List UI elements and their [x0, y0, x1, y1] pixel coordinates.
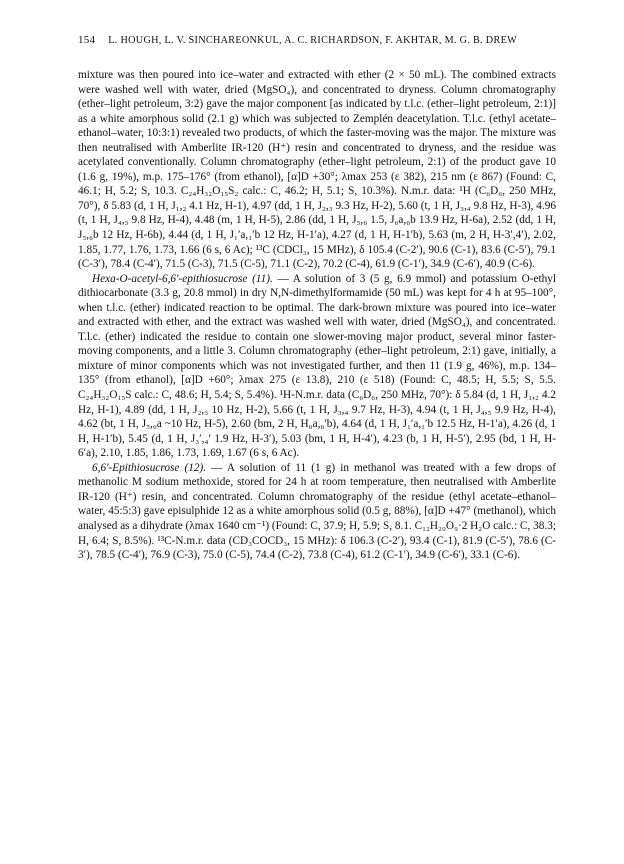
running-header: [78, 34, 556, 54]
paragraph-compound-11: [78, 272, 556, 461]
article-body: [78, 68, 556, 563]
section-heading: 6,6′-Epithiosucrose (12).: [92, 461, 207, 474]
journal-page: [78, 34, 556, 563]
author-line: L. HOUGH, L. V. SINCHAREONKUL, A. C. RICHARDSON, F. AKHTAR, M. G. B. DREW: [108, 35, 518, 46]
paragraph-compound-10: [78, 68, 556, 272]
section-heading: Hexa-O-acetyl-6,6′-epithiosucrose (11).: [92, 272, 273, 285]
paragraph-text: — A solution of 11 (1 g) in methanol was treated with a few drops of methanolic M sodium methoxide, stored for 24 h at room temperature, then neutralised with Amberlite IR-120 (H⁺) resin, and concentrated. Column chromatography of the residue (ethyl acetate–ethanol–water, 45:5:3) gave episulphide 12 as a white amorphous solid (0.5 g, 88%), [α]D +47° (methanol), which analysed as a dihydrate (λmax 1640 cm⁻¹) (Found: C, 37.9; H, 5.9; S, 8.1. C₁₂H₂₀O₉·2 H₂O calc.: C, 38.3; H, 6.4; S, 8.5%). ¹³C-N.m.r. data (CD₃COCD₃, 15 MHz): δ 106.3 (C-2′), 93.4 (C-1), 81.9 (C-5′), 78.6 (C-3′), 78.5 (C-4′), 76.9 (C-3), 75.0 (C-5), 74.4 (C-2), 73.8 (C-4), 61.2 (C-1′), 34.9 (C-6′), 33.1 (C-6).: [78, 461, 556, 562]
paragraph-text: mixture was then poured into ice–water and extracted with ether (2 × 50 mL). The combined extracts were washed well with water, dried (MgSO₄), and concentrated to dryness. Column chromatography (ether–light petroleum, 3:2) gave the major component [as indicated by t.l.c. (ether–light petroleum, 2:1)] as a white amorphous solid (2.1 g) which was subjected to Zemplén deacetylation. T.l.c. (ethyl acetate–ethanol–water, 10:3:1) revealed two products, of which the faster-moving was the major. The mixture was then neutralised with Amberlite IR-120 (H⁺) resin and concentrated to dryness, and the residue was acetylated conventionally. Column chromatography (ether–light petroleum, 2:1) of the product gave 10 (1.6 g, 19%), m.p. 175–176° (from ethanol), [α]D +30°; λmax 253 (ε 382), 215 nm (ε 867) (Found: C, 46.1; H, 5.2; S, 10.3. C₂₄H₃₂O₁₅S₂ calc.: C, 46.2; H, 5.1; S, 10.3%). N.m.r. data: ¹H (C₆D₆, 250 MHz, 70°), δ 5.83 (d, 1 H, J₁,₂ 4.1 Hz, H-1), 4.97 (dd, 1 H, J₂,₃ 9.3 Hz, H-2), 5.60 (t, 1 H, J₃,₄ 9.8 Hz, H-3), 4.96 (t, 1 H, J₄,₅ 9.8 Hz, H-4), 4.48 (m, 1 H, H-5), 2.86 (dd, 1 H, J₅,₆ 1.5, J₆a,₆b 13.9 Hz, H-6a), 2.52 (dd, 1 H, J₅,₆b 12 Hz, H-6b), 4.44 (d, 1 H, J₁′a,₁′b 12 Hz, H-1′a), 4.27 (d, 1 H, H-1′b), 5.63 (m, 2 H, H-3′,4′), 2.02, 1.85, 1.77, 1.76, 1.73, 1.66 (6 s, 6 Ac); ¹³C (CDCl₃, 15 MHz), δ 105.4 (C-2′), 90.6 (C-1), 83.6 (C-5′), 79.1 (C-3′), 78.4 (C-4′), 71.5 (C-3), 71.5 (C-5), 71.1 (C-2), 70.2 (C-4), 61.9 (C-1′), 34.9 (C-6′), 40.9 (C-6).: [78, 69, 556, 271]
page-number: 154: [78, 34, 96, 46]
paragraph-text: — A solution of 3 (5 g, 6.9 mmol) and potassium O-ethyl dithiocarbonate (3.3 g, 20.8 mmol) in dry N,N-dimethylformamide (50 mL) was kept for 4 h at 95–100°, when t.l.c. (ether) indicated reaction to be optimal. The dark-brown mixture was poured into ice–water and extracted with ether, and the extract was washed well with water, dried (MgSO₄), and concentrated. T.l.c. (ether) indicated the residue to contain one slower-moving major product, several minor faster-moving components, and a little 3. Column chromatography (ether–light petroleum, 2:1) gave, initially, a mixture of minor components which was not investigated further, and then 11 (1.9 g, 46%), m.p. 134–135° (from ethanol), [α]D +60°; λmax 275 (ε 13.8), 210 (ε 518) (Found: C, 48.5; H, 5.5; S, 5.5. C₂₄H₃₂O₁₅S calc.: C, 48.6; H, 5.4; S, 5.4%). ¹H-N.m.r. data (C₆D₆, 250 MHz, 70°): δ 5.84 (d, 1 H, J₁,₂ 4.2 Hz, H-1), 4.89 (dd, 1 H, J₂,₃ 10 Hz, H-2), 5.66 (t, 1 H, J₃,₄ 9.7 Hz, H-3), 4.94 (t, 1 H, J₄,₅ 9.9 Hz, H-4), 4.62 (bt, 1 H, J₅,₆a ~10 Hz, H-5), 2.60 (bm, 2 H, H₆a,₆′b), 4.64 (d, 1 H, J₁′a,₁′b 12.5 Hz, H-1′a), 4.26 (d, 1 H, H-1′b), 5.45 (d, 1 H, J₃′,₄′ 1.9 Hz, H-3′), 5.03 (bm, 1 H, H-4′), 4.23 (b, 1 H, H-5′), 2.95 (bd, 1 H, H-6′a), 2.10, 1.85, 1.86, 1.73, 1.69, 1.67 (6 s, 6 Ac).: [78, 272, 556, 460]
paragraph-compound-12: [78, 461, 556, 563]
